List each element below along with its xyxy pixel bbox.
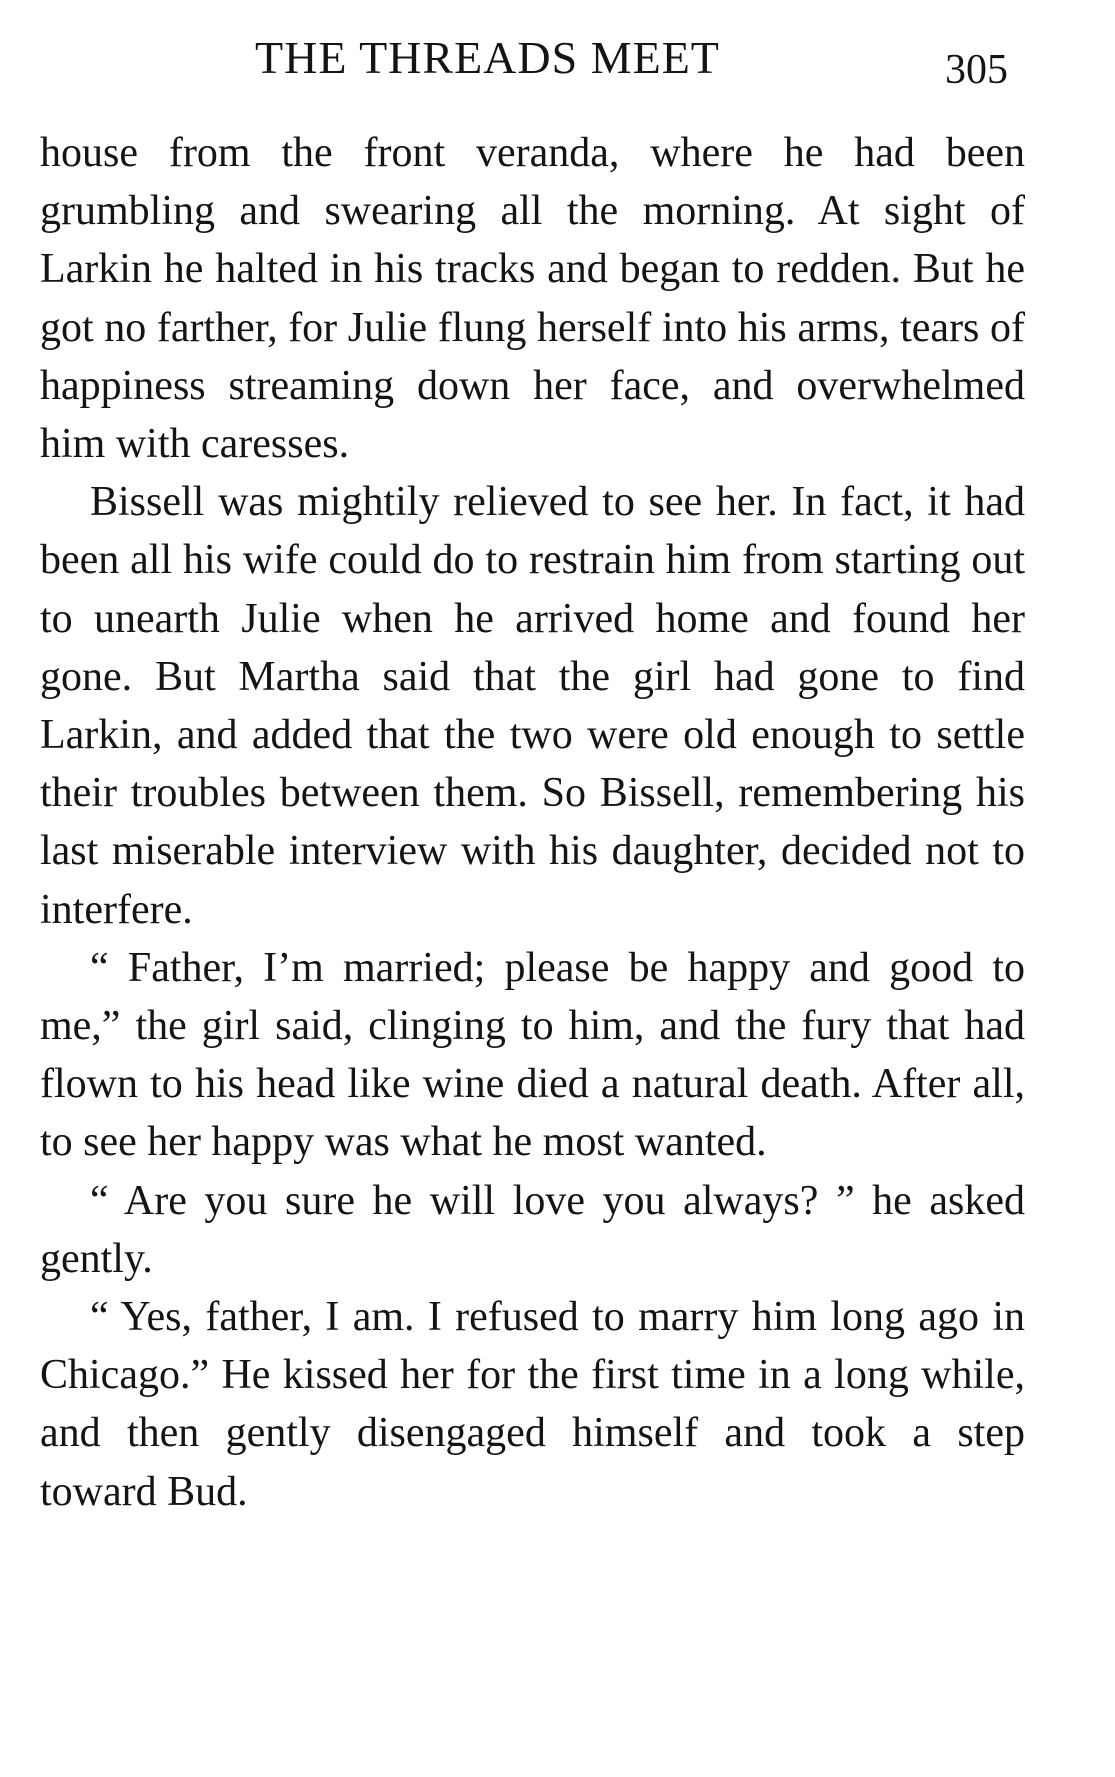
paragraph-continued: house from the front veranda, where he had been grumbling and swearing all the morning. At sight of Larkin he halted in his tracks and began to redden. But he got no farther, for Julie flung herself into his arms, tears of happiness streaming down her face, and overwhelmed him with caresses. <box>40 130 1025 468</box>
paragraph: “ Yes, father, I am. I refused to marry him long ago in Chicago.” He kissed her for the first time in a long while, and then gently disengaged himself and took a step toward Bud. <box>40 1294 1025 1515</box>
paragraph: Bissell was mightily relieved to see her. In fact, it had been all his wife could do to restrain him from starting out to unearth Julie when he arrived home and found her gone. But Martha said that the girl had gone to find Larkin, and added that the two were old enough to settle their troubles between them. So Bissell, remembering his last miserable interview with his daughter, decided not to interfere. <box>40 479 1025 933</box>
page-number: 305 <box>945 47 1008 93</box>
body-text <box>40 124 1025 1521</box>
running-head <box>40 28 1040 93</box>
running-title: THE THREADS MEET <box>255 32 720 83</box>
paragraph: “ Are you sure he will love you always? ” he asked gently. <box>40 1177 1025 1282</box>
paragraph: “ Father, I’m married; please be happy and good to me,” the girl said, clinging to him, and the fury that had flown to his head like wine died a natural death. After all, to see her happy was what he most wanted. <box>40 944 1025 1166</box>
